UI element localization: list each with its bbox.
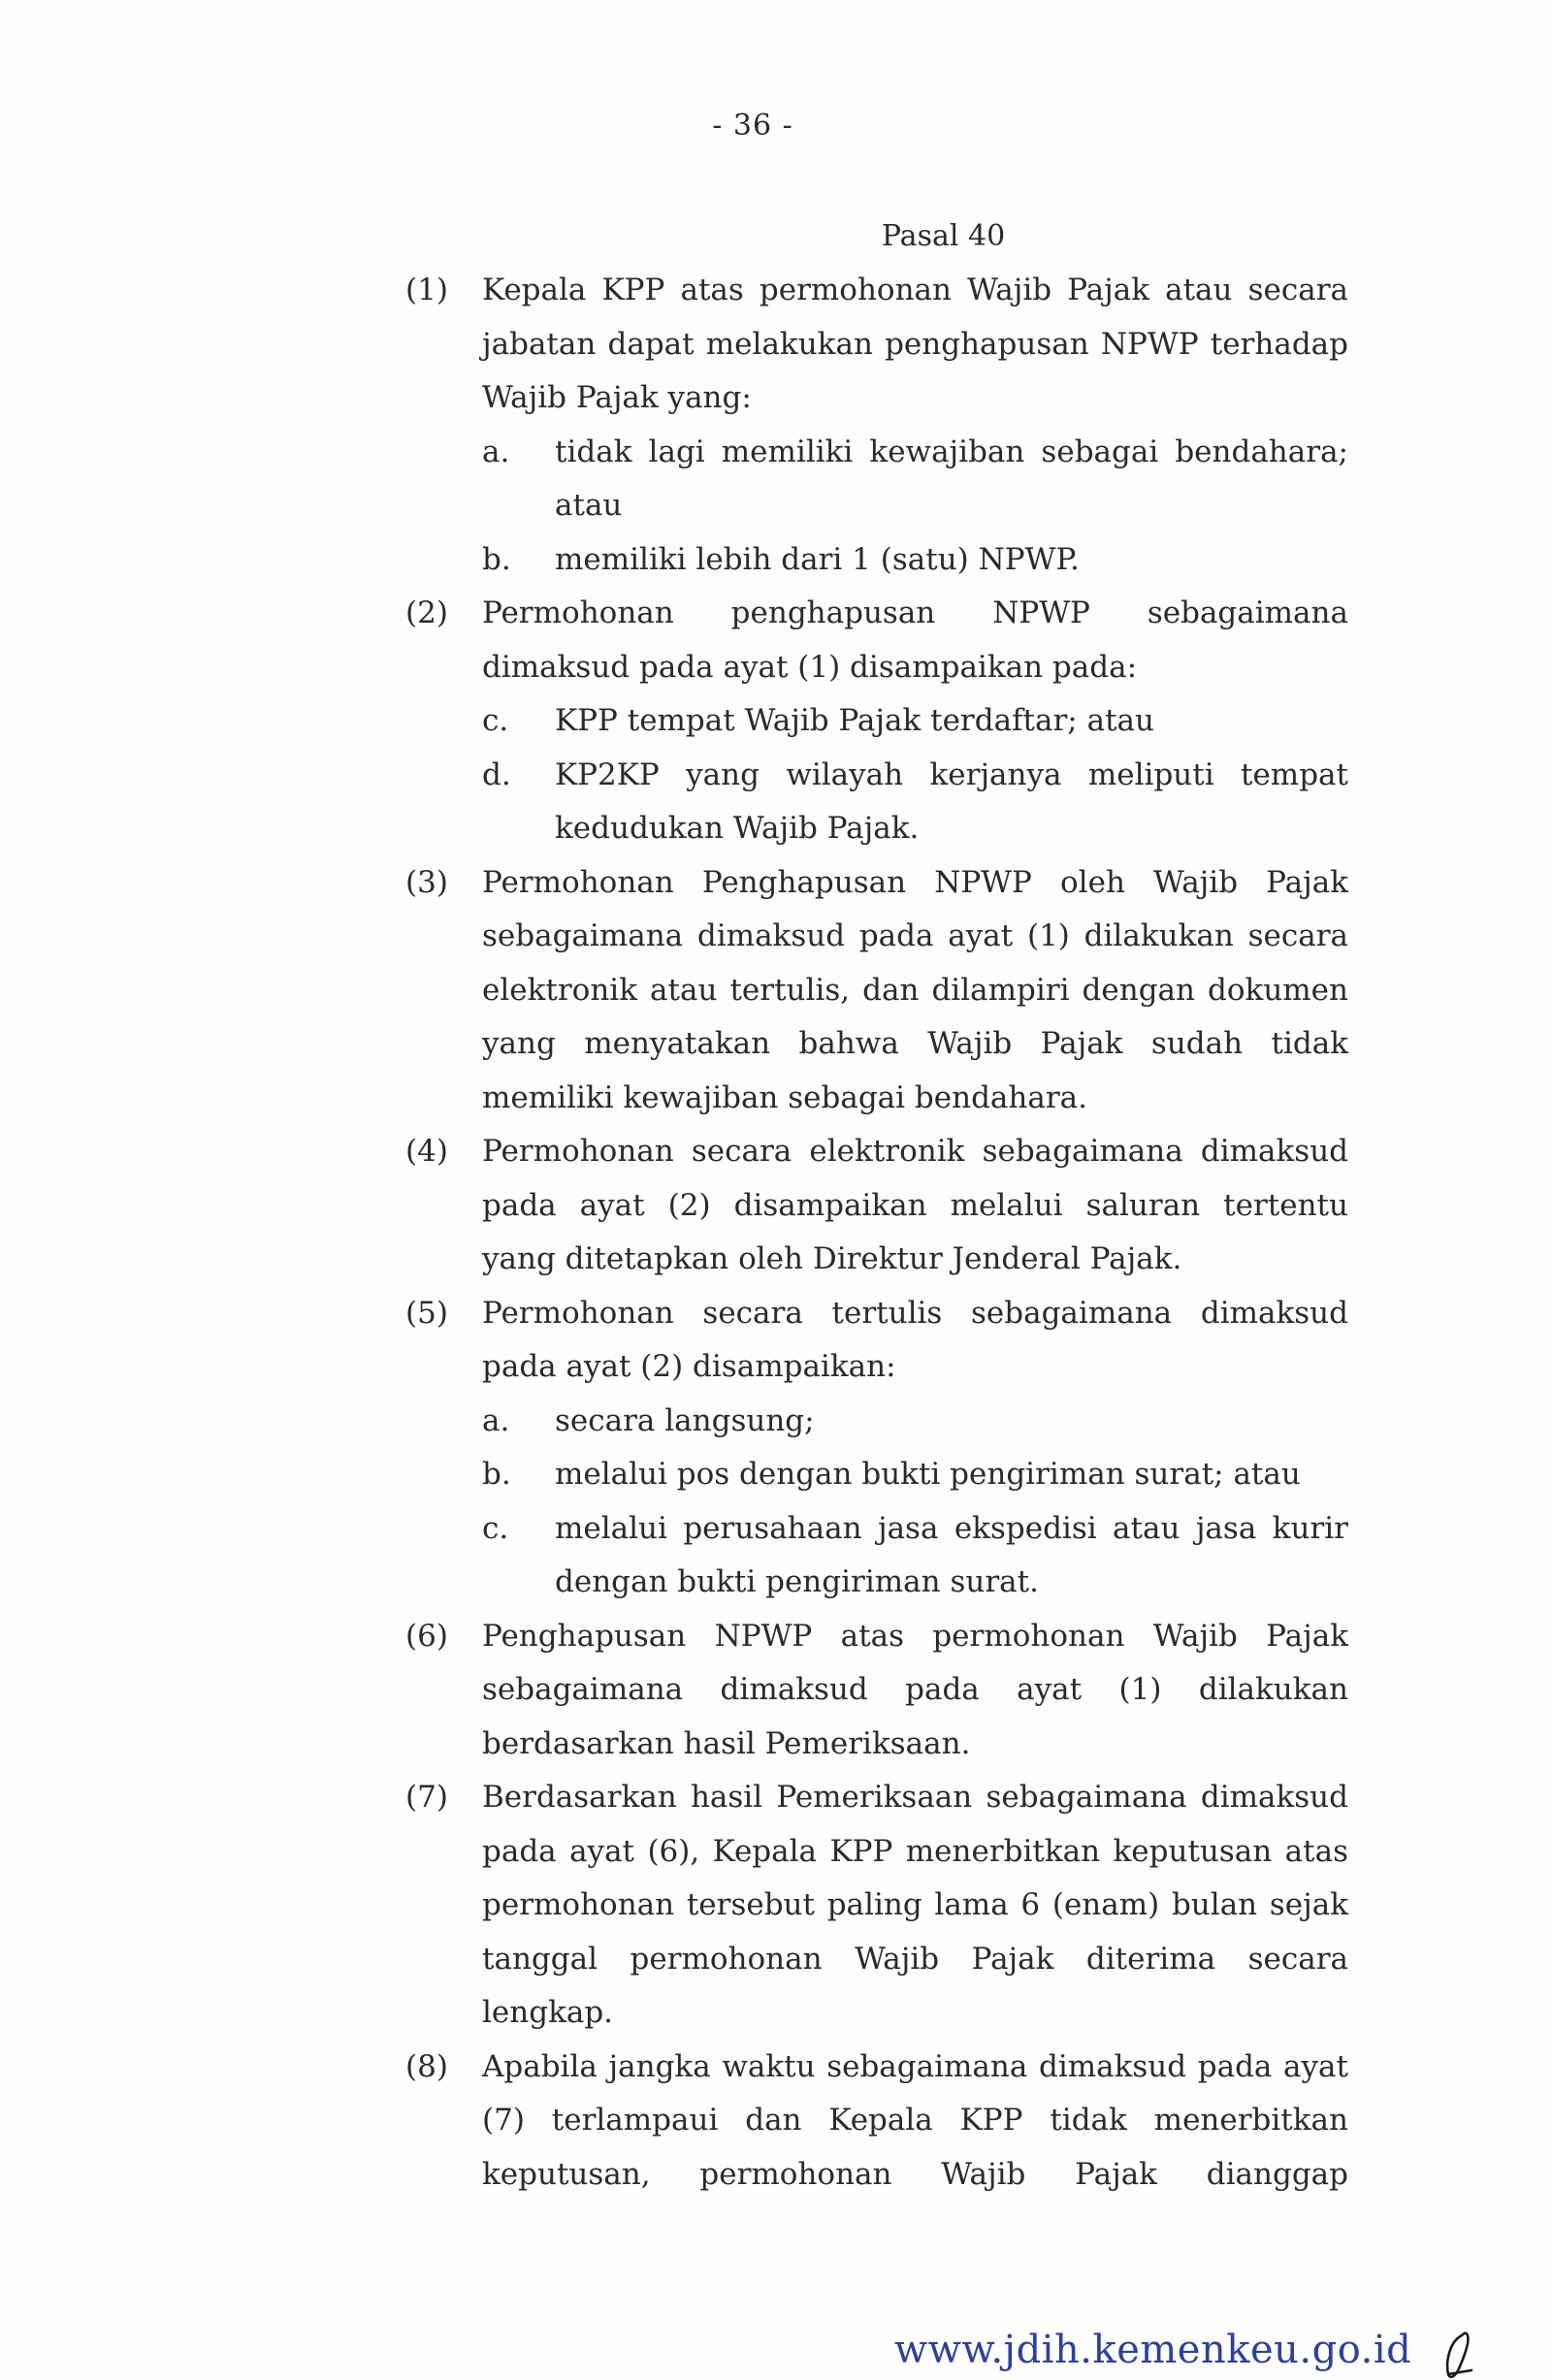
list-item	[482, 694, 1348, 749]
ayat-text: Penghapusan NPWP atas permohonan Wajib Pajak sebagaimana dimaksud pada ayat (1) dilakukan berdasarkan hasil Pemeriksaan.	[482, 1618, 1348, 1761]
ayat-6	[405, 1610, 1348, 1772]
list-item	[482, 1395, 1348, 1449]
ayat-4	[405, 1125, 1348, 1287]
ayat-text: Permohonan secara elektronik sebagaimana dimaksud pada ayat (2) disampaikan melalui saluran tertentu yang ditetapkan oleh Direktur Jenderal Pajak.	[482, 1134, 1348, 1276]
ayat-text: Berdasarkan hasil Pemeriksaan sebagaimana dimaksud pada ayat (6), Kepala KPP menerbitkan keputusan atas permohonan tersebut paling lama 6 (enam) bulan sejak tanggal permohonan Wajib Pajak diterima secara lengkap.	[482, 1780, 1348, 2030]
ayat-3	[405, 856, 1348, 1126]
ayat-number: (4)	[405, 1134, 448, 1169]
ayat-text: Permohonan secara tertulis sebagaimana dimaksud pada ayat (2) disampaikan:	[482, 1295, 1348, 1384]
item-text: tidak lagi memiliki kewajiban sebagai bendahara; atau	[555, 434, 1348, 523]
item-text: memiliki lebih dari 1 (satu) NPWP.	[555, 541, 1080, 577]
ayat-number: (2)	[405, 595, 448, 630]
ayat-5	[405, 1287, 1348, 1610]
ayat-number: (7)	[405, 1780, 448, 1815]
item-text: melalui pos dengan bukti pengiriman surat; atau	[555, 1457, 1301, 1492]
list-item	[482, 1448, 1348, 1502]
ayat-text: Permohonan Penghapusan NPWP oleh Wajib Pajak sebagaimana dimaksud pada ayat (1) dilakukan secara elektronik atau tertulis, dan dilampiri dengan dokumen yang menyatakan bahwa Wajib Pajak sudah tidak memiliki kewajiban sebagai bendahara.	[482, 864, 1348, 1115]
list-item	[482, 749, 1348, 856]
ayat-number: (8)	[405, 2048, 448, 2084]
ayat-text: Kepala KPP atas permohonan Wajib Pajak atau secara jabatan dapat melakukan penghapusan NPWP terhadap Wajib Pajak yang:	[482, 273, 1348, 415]
ayat-number: (1)	[405, 273, 448, 307]
item-text: melalui perusahaan jasa ekspedisi atau jasa kurir dengan bukti pengiriman surat.	[555, 1510, 1348, 1599]
article-title: Pasal 40	[881, 219, 1006, 253]
ayat-2	[405, 587, 1348, 856]
item-letter: c.	[482, 703, 509, 738]
ayat-text: Apabila jangka waktu sebagaimana dimaksud pada ayat (7) terlampaui dan Kepala KPP tidak menerbitkan keputusan, permohonan Wajib Pajak dianggap	[482, 2048, 1348, 2192]
list-item	[482, 426, 1348, 533]
ayat-number: (3)	[405, 864, 448, 900]
list-item	[482, 1502, 1348, 1610]
item-letter: b.	[482, 1457, 511, 1492]
item-letter: b.	[482, 541, 511, 577]
item-text: KPP tempat Wajib Pajak terdaftar; atau	[555, 703, 1154, 738]
item-letter: c.	[482, 1510, 509, 1546]
item-letter: a.	[482, 1402, 510, 1438]
ayat-number: (6)	[405, 1618, 448, 1654]
ayat-text: Permohonan penghapusan NPWP sebagaimana dimaksud pada ayat (1) disampaikan pada:	[482, 595, 1348, 685]
ayat-8	[405, 2041, 1348, 2203]
ayat-1	[405, 264, 1348, 587]
list-item	[482, 533, 1348, 588]
article-body	[405, 264, 1348, 2202]
item-text: secara langsung;	[555, 1402, 815, 1438]
ayat-7	[405, 1771, 1348, 2041]
footer-website-link[interactable]: www.jdih.kemenkeu.go.id	[894, 2328, 1412, 2372]
item-letter: d.	[482, 756, 511, 792]
item-text: KP2KP yang wilayah kerjanya meliputi tempat kedudukan Wajib Pajak.	[555, 756, 1348, 846]
item-letter: a.	[482, 434, 510, 469]
ayat-number: (5)	[405, 1295, 448, 1331]
page-number: - 36 -	[712, 109, 793, 143]
